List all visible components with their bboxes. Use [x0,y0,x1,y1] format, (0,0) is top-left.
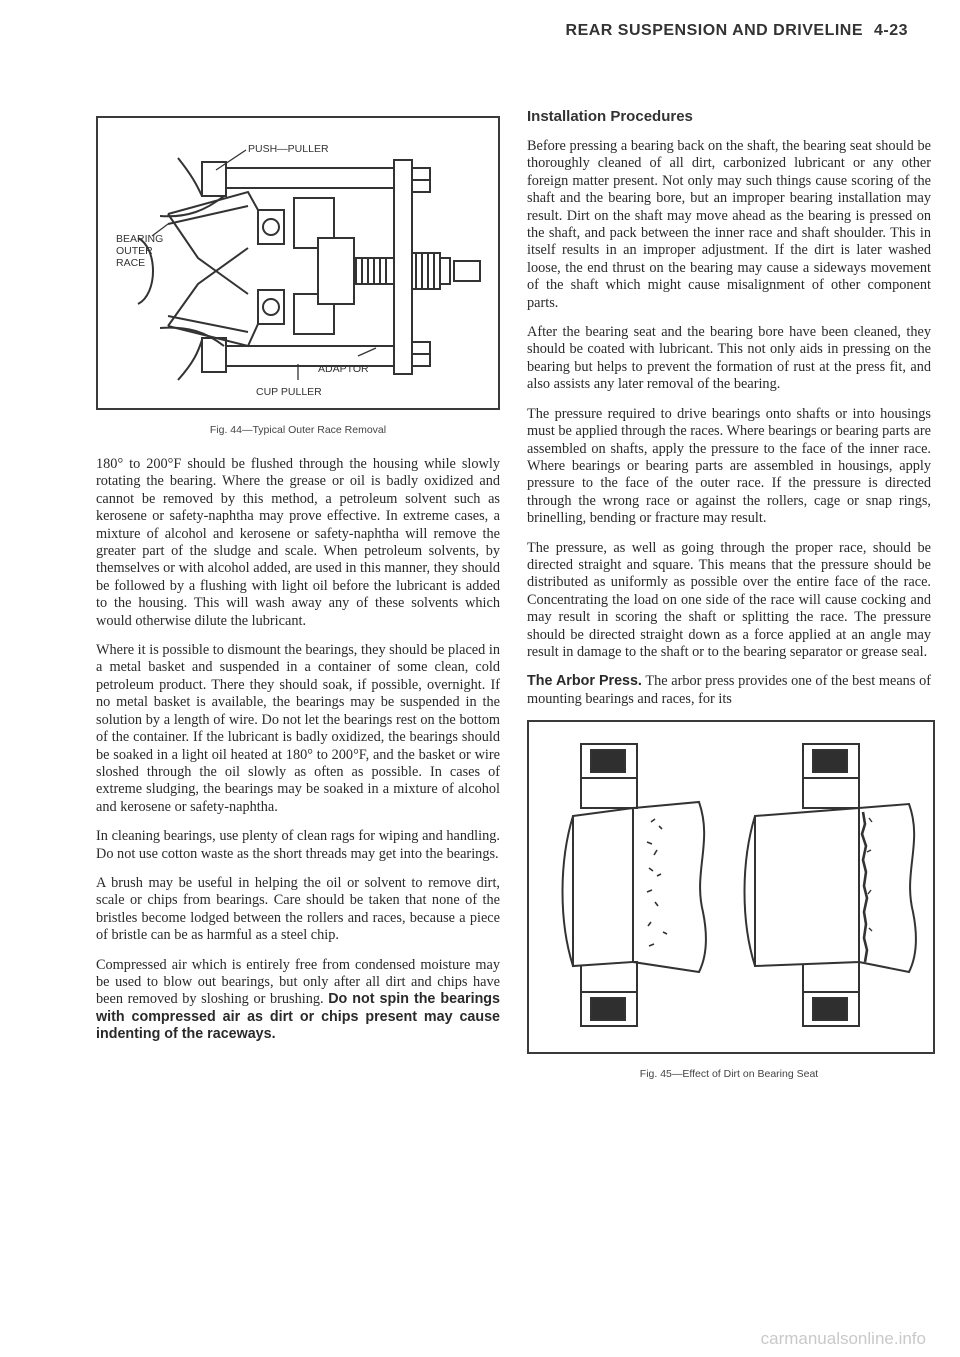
header-title: REAR SUSPENSION AND DRIVELINE [565,22,864,39]
right-paragraph-3: The pressure required to drive bearings onto shafts or into housings must be applied through the races. Where bearings or bearing parts are assembled on shafts, apply the pressure to the face of the inner race. Where bearings or bearing parts are assembled in housings, apply pressure to the face of the outer race. If the pressure is directed through the wrong race or against the rollers, cage or snap rings, brinelling, bending or fracture may result. [527,405,931,527]
fig44-caption: Fig. 44—Typical Outer Race Removal [209,424,387,436]
left-paragraph-5-text: Compressed air which is entirely free from condensed moisture may be used to blow out bearings, but only after all dirt and chips have been removed by sloshing or brushing. [96,956,500,1008]
left-paragraph-5 [96,957,500,1044]
right-paragraph-2: After the bearing seat and the bearing bore have been cleaned, they should be coated with lubricant. This not only aids in pressing on the bearing but helps to prevent the formation of rust at the press fit, and also assists any later removal of the bearing. [527,324,931,393]
left-paragraph-5-warning: Do not spin the bearings with compressed air as dirt or chips present may cause indenting of the raceways. [96,991,500,1043]
left-paragraph-1: 180° to 200°F should be flushed through the housing while slowly rotating the bearing. Where the grease or oil is badly oxidized and cannot be removed by this method, a petroleum solvent such as kerosene or safety-naphtha may prove effective. In extreme cases, a mixture of alcohol and kerosene or safety-naphtha will remove the greater part of the sludge and scale. When petroleum solvents, by themselves or with alcohol added, are used in this manner, they should be followed by a flushing with light oil before the lubricant is added to the housing. This will wash away any of these solvents which would otherwise dilute the lubricant. [96,456,501,629]
figure-45 [527,720,935,1054]
right-paragraph-4: The pressure, as well as going through the proper race, should be directed straight and square. This means that the pressure should be distributed as uniformly as possible over the entire face of the race. Concentrating the load on one side of the race will cause cocking and may result in scoring the shaft or splitting the race. The pressure should be directed straight down as a force applied at an angle may result in damage to the shaft or to the bearing separator or grease seal. [527,539,931,660]
left-paragraph-2: Where it is possible to dismount the bearings, they should be placed in a metal basket and suspended in a container of some clean, cold petroleum product. There they should soak, if possible, overnight. If no metal basket is available, the bearings may be suspended in the solution by a length of wire. Do not let the bearings rest on the bottom of the container. If the lubricant is badly oxidized, the bearings should be soaked in a light oil heated at 180° to 200°F, and the basket or wire sloshed through the oil slowly as often as possible. In cases of extreme sludging, the bearings may be soaked in a mixture of alcohol and kerosene or safety-naphtha. [96,642,500,815]
page-number: 4-23 [873,22,908,39]
fig45-caption: Fig. 45—Effect of Dirt on Bearing Seat [639,1068,819,1081]
left-column [96,116,500,1056]
dirt-on-bearing-seat-diagram [529,722,933,1052]
label-race: RACE [116,257,146,269]
label-cup-puller: CUP PULLER [256,386,322,398]
right-paragraph-1: Before pressing a bearing back on the shaft, the bearing seat should be thoroughly cleaned of all dirt, carbonized lubricant or any other foreign matter present. Not only may such things cause scoring of the shaft and the bearing bore, but an improper bearing installation may result. Dirt on the shaft may move ahead as the bearing is pressed on the shaft, and pack between the inner race and shaft shoulder. This in itself results in an improper adjustment. If the dirt is later washed loose, the end thrust on the bearing may cause a sideways movement of the shaft which might cause misalignment of other component parts. [527,138,931,311]
label-outer: OUTER [116,245,153,257]
label-adaptor: ADAPTOR [318,363,369,375]
label-push-puller: PUSH—PULLER [248,143,329,155]
figure-44 [96,116,500,410]
arbor-press-lead: The Arbor Press. [527,673,642,690]
section-heading-installation: Installation Procedures [527,108,693,125]
label-bearing: BEARING [116,233,164,245]
right-column [527,108,931,1080]
left-paragraph-3: In cleaning bearings, use plenty of clean rags for wiping and handling. Do not use cotton waste as the short threads may get into the bearings. [96,828,500,862]
right-paragraph-5-text: The arbor press provides one of the best means of mounting bearings and races, for its [527,673,931,707]
outer-race-removal-diagram [98,118,498,408]
left-paragraph-4: A brush may be useful in helping the oil or solvent to remove dirt, scale or chips from bearings. Care should be taken that none of the bristles become lodged between the rollers and races, because a piece of bristle can be as harmful as a steel chip. [96,874,500,944]
watermark: carmanualsonline.info [760,1329,926,1348]
right-paragraph-5 [527,673,931,708]
page-header [566,22,908,40]
